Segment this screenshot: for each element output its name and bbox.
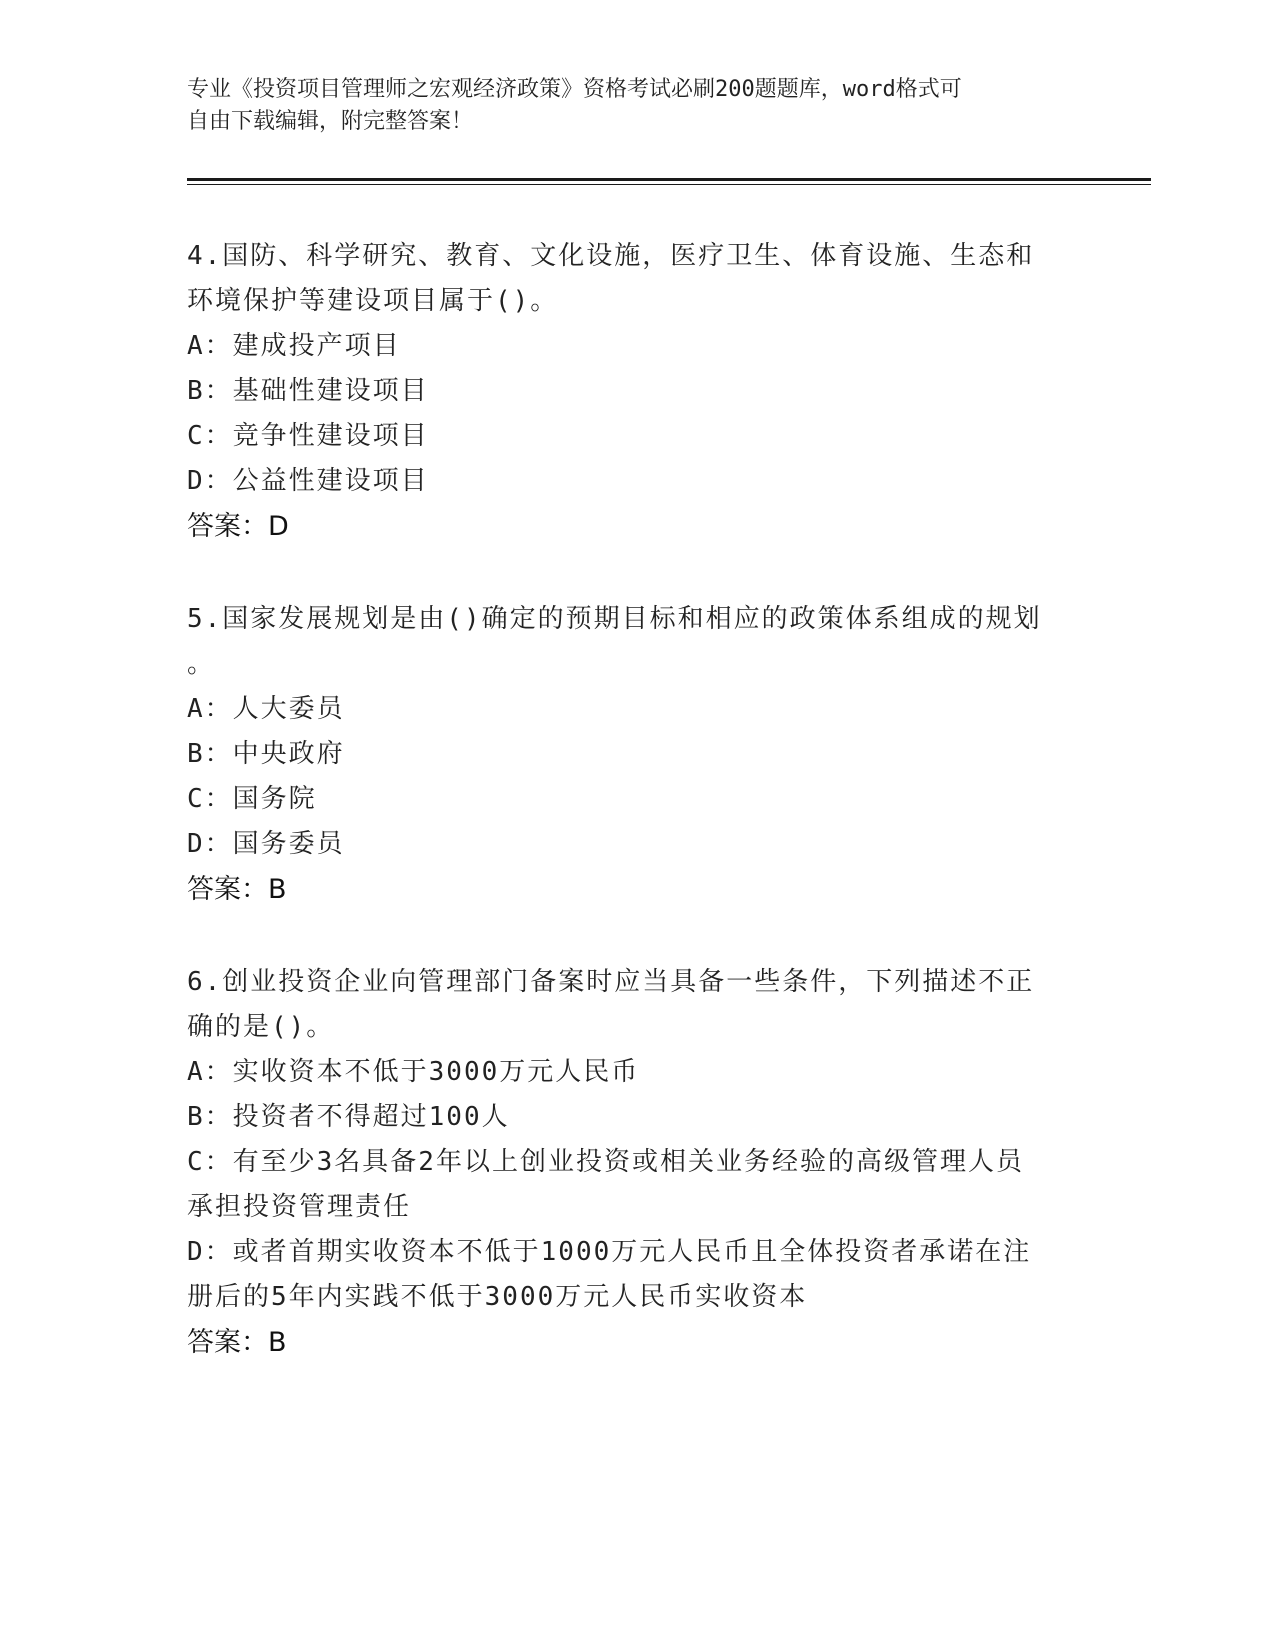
question-4 <box>187 234 1067 549</box>
header-line-2: 自由下载编辑，附完整答案！ <box>187 109 474 134</box>
option-c-continued: 承担投资管理责任 <box>187 1192 412 1222</box>
option-c: C：国务院 <box>187 784 317 814</box>
answer: 答案：D <box>187 511 289 542</box>
option-b: B：基础性建设项目 <box>187 376 429 406</box>
option-a: A：实收资本不低于3000万元人民币 <box>187 1057 640 1087</box>
option-b: B：中央政府 <box>187 739 345 769</box>
header-divider-thin <box>187 184 1151 185</box>
question-6 <box>187 960 1067 1365</box>
question-5 <box>187 597 1067 912</box>
question-text-line: 环境保护等建设项目属于()。 <box>187 286 559 316</box>
header-divider <box>187 178 1151 181</box>
option-d: D：公益性建设项目 <box>187 466 429 496</box>
question-text-line: 。 <box>187 649 216 679</box>
option-d: D：国务委员 <box>187 829 345 859</box>
option-d: D：或者首期实收资本不低于1000万元人民币且全体投资者承诺在注 <box>187 1237 1032 1267</box>
question-text-line: 4.国防、科学研究、教育、文化设施，医疗卫生、体育设施、生态和 <box>187 241 1035 271</box>
answer: 答案：B <box>187 874 287 905</box>
document-header <box>187 74 1067 138</box>
question-text-line: 确的是()。 <box>187 1012 335 1042</box>
question-text-line: 5.国家发展规划是由()确定的预期目标和相应的政策体系组成的规划 <box>187 604 1042 634</box>
option-c: C：竞争性建设项目 <box>187 421 429 451</box>
answer: 答案：B <box>187 1327 287 1358</box>
option-d-continued: 册后的5年内实践不低于3000万元人民币实收资本 <box>187 1282 808 1312</box>
option-b: B：投资者不得超过100人 <box>187 1102 510 1132</box>
question-text-line: 6.创业投资企业向管理部门备案时应当具备一些条件，下列描述不正 <box>187 967 1035 997</box>
option-c: C：有至少3名具备2年以上创业投资或相关业务经验的高级管理人员 <box>187 1147 1024 1177</box>
option-a: A：人大委员 <box>187 694 345 724</box>
option-a: A：建成投产项目 <box>187 331 401 361</box>
header-line-1: 专业《投资项目管理师之宏观经济政策》资格考试必刷200题题库，word格式可 <box>187 77 962 102</box>
